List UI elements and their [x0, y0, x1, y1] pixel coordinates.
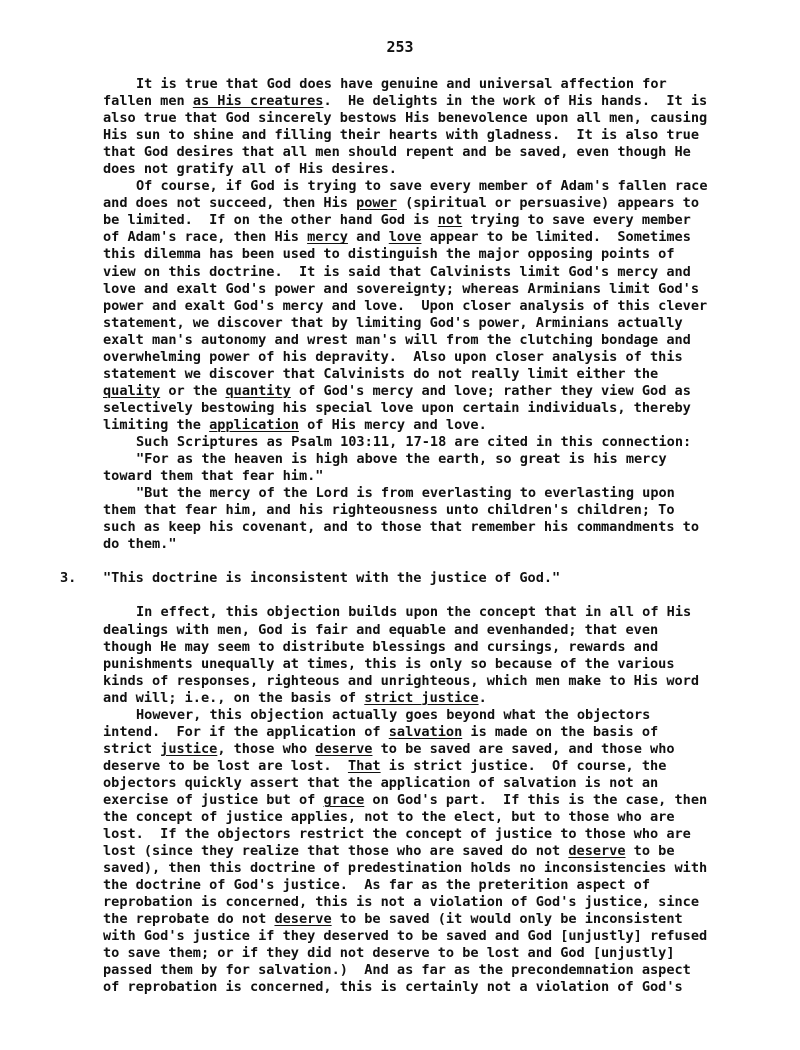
underlined-word: grace: [323, 791, 365, 808]
text-run: and: [347, 229, 389, 246]
text-line: [103, 809, 743, 826]
text-run: the concept of justice applies, not to the elect, but to those who are: [103, 809, 675, 826]
text-run: the doctrine of God's justice. As far as the preterition aspect of: [103, 877, 650, 894]
underlined-word: justice: [160, 740, 218, 757]
text-run: does not gratify all of His desires.: [103, 161, 397, 178]
text-line: [103, 519, 743, 536]
text-line: [103, 264, 743, 281]
text-run: to be saved (it would only be inconsistent: [331, 911, 683, 928]
text-run: of God's mercy and love; rather they view God as: [290, 382, 691, 399]
text-line: [103, 383, 743, 400]
paragraph-p5: [103, 485, 743, 553]
underlined-word: quality: [103, 382, 161, 399]
text-line: [103, 979, 743, 996]
text-line: [103, 792, 743, 809]
text-run: toward them that fear him.": [103, 468, 324, 485]
paragraph-s1: [103, 604, 743, 706]
text-line: [103, 349, 743, 366]
text-run: the reprobate do not: [103, 911, 275, 928]
text-run: Such Scriptures as Psalm 103:11, 17-18 are cited in this connection:: [136, 433, 692, 450]
text-line: [103, 400, 743, 417]
text-run: His sun to shine and filling their hearts with gladness. It is also true: [103, 127, 699, 144]
text-line: [103, 758, 743, 775]
text-run: saved), then this doctrine of predestination holds no inconsistencies with: [103, 860, 708, 877]
underlined-word: deserve: [274, 911, 332, 928]
text-run: view on this doctrine. It is said that Calvinists limit God's mercy and: [103, 263, 691, 280]
text-run: limiting the: [103, 416, 210, 433]
text-line: [103, 298, 743, 315]
text-line: [103, 468, 743, 485]
underlined-word: quantity: [225, 382, 291, 399]
underlined-word: That: [347, 757, 381, 774]
text-line: [103, 485, 743, 502]
paragraph-p2: [103, 178, 743, 434]
text-line: [103, 178, 743, 195]
section-number: 3.: [60, 570, 77, 587]
text-run: to save them; or if they did not deserve to be lost and God [unjustly]: [103, 945, 675, 962]
underlined-word: application: [209, 416, 299, 433]
text-run: is made on the basis of: [462, 723, 659, 740]
underlined-word: power: [356, 195, 397, 212]
paragraph-s2: [103, 707, 743, 997]
text-line: [103, 417, 743, 434]
text-line: [103, 315, 743, 332]
underlined-word: salvation: [388, 723, 463, 740]
text-line: [103, 110, 743, 127]
text-line: [103, 928, 743, 945]
text-run: intend. For if the application of: [103, 723, 389, 740]
text-line: [103, 332, 743, 349]
text-line: [103, 229, 743, 246]
text-run: of His mercy and love.: [298, 416, 487, 433]
text-line: [103, 707, 743, 724]
text-run: statement we discover that Calvinists do not really limit either the: [103, 365, 659, 382]
text-line: [103, 894, 743, 911]
paragraph-p3: [103, 434, 743, 451]
text-run: objectors quickly assert that the application of salvation is not an: [103, 774, 659, 791]
text-run: also true that God sincerely bestows His benevolence upon all men, causing: [103, 110, 708, 127]
text-run: that God desires that all men should repent and be saved, even though He: [103, 144, 691, 161]
text-line: [103, 144, 743, 161]
text-line: [103, 622, 743, 639]
text-line: [103, 451, 743, 468]
text-line: [103, 690, 743, 707]
text-line: [103, 877, 743, 894]
text-run: with God's justice if they deserved to be saved and God [unjustly] refused: [103, 928, 708, 945]
text-run: kinds of responses, righteous and unrighteous, which men make to His word: [103, 672, 699, 689]
text-line: [103, 860, 743, 877]
text-line: [103, 93, 743, 110]
text-run: In effect, this objection builds upon the concept that in all of His: [136, 604, 692, 621]
paragraph-p4: [103, 451, 743, 485]
text-run: them that fear him, and his righteousness unto children's children; To: [103, 502, 675, 519]
text-line: [103, 366, 743, 383]
text-line: [103, 775, 743, 792]
text-run: Of course, if God is trying to save every member of Adam's fallen race: [136, 178, 708, 195]
text-run: and does not succeed, then His: [103, 195, 357, 212]
text-run: deserve to be lost are lost.: [103, 757, 348, 774]
text-line: [103, 246, 743, 263]
text-run: lost (since they realize that those who are saved do not: [103, 843, 569, 860]
text-line: [103, 962, 743, 979]
text-line: [103, 281, 743, 298]
text-line: [103, 212, 743, 229]
text-line: [103, 911, 743, 928]
text-run: trying to save every member: [462, 212, 691, 229]
text-line: [103, 639, 743, 656]
text-line: [103, 843, 743, 860]
text-line: [103, 741, 743, 758]
text-run: "For as the heaven is high above the earth, so great is his mercy: [136, 451, 667, 468]
text-run: to be saved are saved, and those who: [372, 740, 675, 757]
text-line: [103, 502, 743, 519]
text-line: [103, 76, 743, 93]
text-run: .: [478, 689, 487, 706]
text-line: [103, 826, 743, 843]
text-line: [103, 161, 743, 178]
text-run: exercise of justice but of: [103, 791, 324, 808]
text-run: strict: [103, 740, 161, 757]
underlined-word: deserve: [315, 740, 373, 757]
text-line: [103, 195, 743, 212]
text-line: [103, 536, 743, 553]
text-run: selectively bestowing his special love upon certain individuals, thereby: [103, 399, 691, 416]
text-line: [103, 434, 743, 451]
text-line: [103, 656, 743, 673]
text-run: love and exalt God's power and sovereignty; whereas Arminians limit God's: [103, 280, 699, 297]
underlined-word: mercy: [307, 229, 348, 246]
underlined-word: not: [437, 212, 463, 229]
text-run: power and exalt God's mercy and love. Upon closer analysis of this clever: [103, 297, 708, 314]
text-run: dealings with men, God is fair and equable and evenhanded; that even: [103, 621, 659, 638]
section-title: "This doctrine is inconsistent with the justice of God.": [103, 570, 561, 587]
text-run: such as keep his covenant, and to those that remember his commandments to: [103, 519, 699, 536]
text-run: fallen men: [103, 93, 193, 110]
text-run: "But the mercy of the Lord is from everlasting to everlasting upon: [136, 485, 675, 502]
text-run: punishments unequally at times, this is only so because of the various: [103, 655, 675, 672]
text-line: [103, 673, 743, 690]
text-run: this dilemma has been used to distinguish the major opposing points of: [103, 246, 675, 263]
text-run: though He may seem to distribute blessings and cursings, rewards and: [103, 638, 659, 655]
text-run: be limited. If on the other hand God is: [103, 212, 438, 229]
text-run: exalt man's autonomy and wrest man's will from the clutching bondage and: [103, 331, 691, 348]
text-run: and will; i.e., on the basis of: [103, 689, 365, 706]
underlined-word: as His creatures: [192, 93, 324, 110]
text-run: is strict justice. Of course, the: [380, 757, 667, 774]
page-number: 253: [386, 38, 414, 56]
text-run: reprobation is concerned, this is not a violation of God's justice, since: [103, 894, 699, 911]
text-line: [103, 945, 743, 962]
text-run: (spiritual or persuasive) appears to: [396, 195, 699, 212]
text-run: do them.": [103, 536, 177, 553]
text-run: lost. If the objectors restrict the concept of justice to those who are: [103, 826, 691, 843]
underlined-word: strict justice: [364, 689, 479, 706]
underlined-word: love: [388, 229, 422, 246]
text-line: [103, 604, 743, 621]
underlined-word: deserve: [568, 843, 626, 860]
text-run: of reprobation is concerned, this is certainly not a violation of God's: [103, 979, 683, 996]
paragraph-p1: [103, 76, 743, 178]
text-run: , those who: [217, 740, 316, 757]
text-run: appear to be limited. Sometimes: [421, 229, 691, 246]
body-text: [60, 76, 743, 997]
text-run: on God's part. If this is the case, then: [364, 791, 708, 808]
text-run: or the: [160, 382, 226, 399]
text-run: to be: [625, 843, 675, 860]
text-run: overwhelming power of his depravity. Also upon closer analysis of this: [103, 348, 683, 365]
text-line: [103, 127, 743, 144]
text-run: statement, we discover that by limiting God's power, Arminians actually: [103, 314, 683, 331]
text-run: passed them by for salvation.) And as far as the precondemnation aspect: [103, 962, 691, 979]
text-run: of Adam's race, then His: [103, 229, 308, 246]
section-heading: [60, 570, 743, 587]
text-run: It is true that God does have genuine and universal affection for: [136, 76, 667, 92]
text-run: . He delights in the work of His hands. It is: [323, 93, 708, 110]
text-line: [103, 724, 743, 741]
text-run: However, this objection actually goes beyond what the objectors: [136, 706, 651, 723]
